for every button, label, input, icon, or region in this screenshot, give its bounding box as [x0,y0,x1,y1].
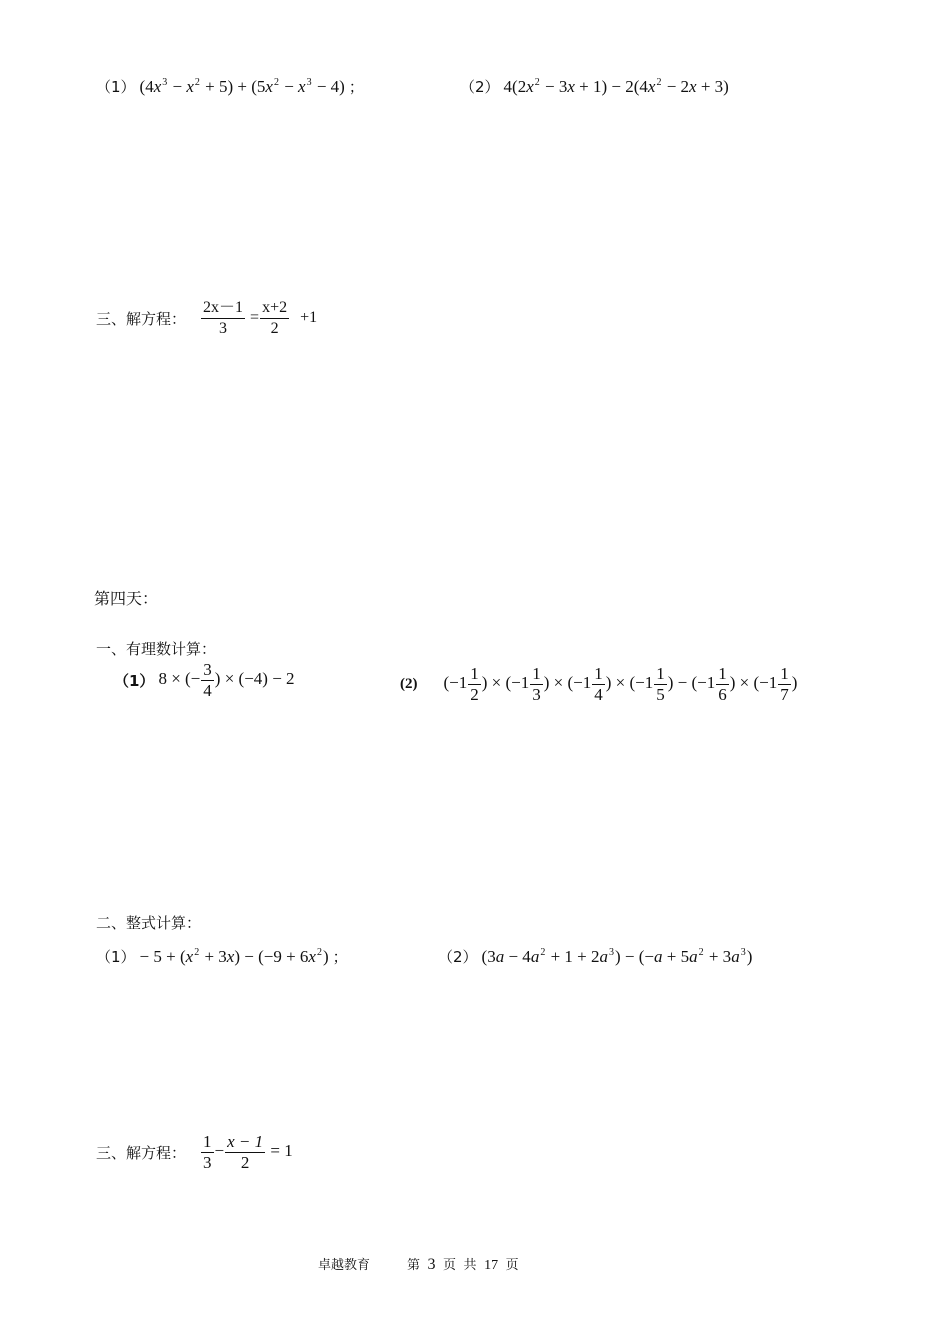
expression: (−1 $\frac{1}{2}$ ) × (−1 $\frac{1}{3}$ ) × (−1 $\frac{1}{4}$ ) × (−1 $\frac{1}{5}$ ) − (−1 $\frac{1}{6}$ ) × (−1 $\frac{1}{7}$ ) [443,664,798,704]
section-heading: 三、解方程： [96,310,187,328]
page-number: 3 [427,1256,436,1273]
expression: $4(2x^2 - 3x + 1) - 2(4x^2 - 2x + 3)$ [503,77,729,96]
item-label: （1） [96,948,136,966]
fraction: $\frac{1}{6}$ [718,664,727,704]
fraction: $\frac{3}{4}$ [203,660,212,700]
fraction: $\frac{1}{4}$ [594,664,603,704]
day4-title: 第四天： [94,589,159,608]
fraction: $\frac{x - 1}{2}$ [227,1132,264,1172]
day4-q1-item2 [400,664,797,705]
item-label: （2） [460,78,500,96]
total-pages: 17 [484,1258,499,1273]
fraction: $\frac{1}{3}$ [203,1132,212,1172]
equation: $\frac{2x-1}{3}$ = $\frac{x+2}{2}$ +1 [203,299,318,337]
fraction: $\frac{2x-1}{3}$ [203,299,244,337]
day4-q1-heading: 一、有理数计算： [96,640,217,658]
fraction: $\frac{1}{7}$ [780,664,789,704]
day4-q2-item2 [438,946,752,967]
expression: 8 × (− $\frac{3}{4}$ ) × (−4) − 2 [158,660,295,700]
separator: ； [332,948,348,966]
section-heading: 三、解方程： [96,1144,187,1162]
day4-q2-item1 [96,946,348,967]
fraction: $\frac{1}{5}$ [656,664,665,704]
separator: ； [348,78,364,96]
fraction: $\frac{1}{3}$ [532,664,541,704]
day3-q2-item1 [96,76,364,97]
fraction: $\frac{x+2}{2}$ [262,299,288,337]
equation: $\frac{1}{3}$ − $\frac{x - 1}{2}$ = 1 [203,1132,293,1172]
day4-q3 [96,1132,293,1173]
page-footer: 卓越教育 第 3 页 共 17 页 [318,1256,519,1273]
item-label: （2） [438,948,478,966]
day3-q2-item2 [460,76,729,97]
day4-q2-heading: 二、整式计算： [96,914,202,932]
day3-q3 [96,298,317,339]
item-label: (2) [400,676,418,692]
expression: $(4x^3 - x^2 + 5) + (5x^2 - x^3 - 4)$ [139,77,345,96]
expression: − $5 + (x^2 + 3x) - (-9 + 6x^2)$ [139,947,329,966]
fraction: $\frac{1}{2}$ [470,664,479,704]
day4-q1-item1 [114,660,295,701]
expression: $(3a - 4a^2 + 1 + 2a^3) - (-a + 5a^2 + 3a^3)$ [481,947,753,966]
item-label: （1） [114,672,155,690]
footer-org: 卓越教育 [318,1258,371,1273]
item-label: （1） [96,78,136,96]
